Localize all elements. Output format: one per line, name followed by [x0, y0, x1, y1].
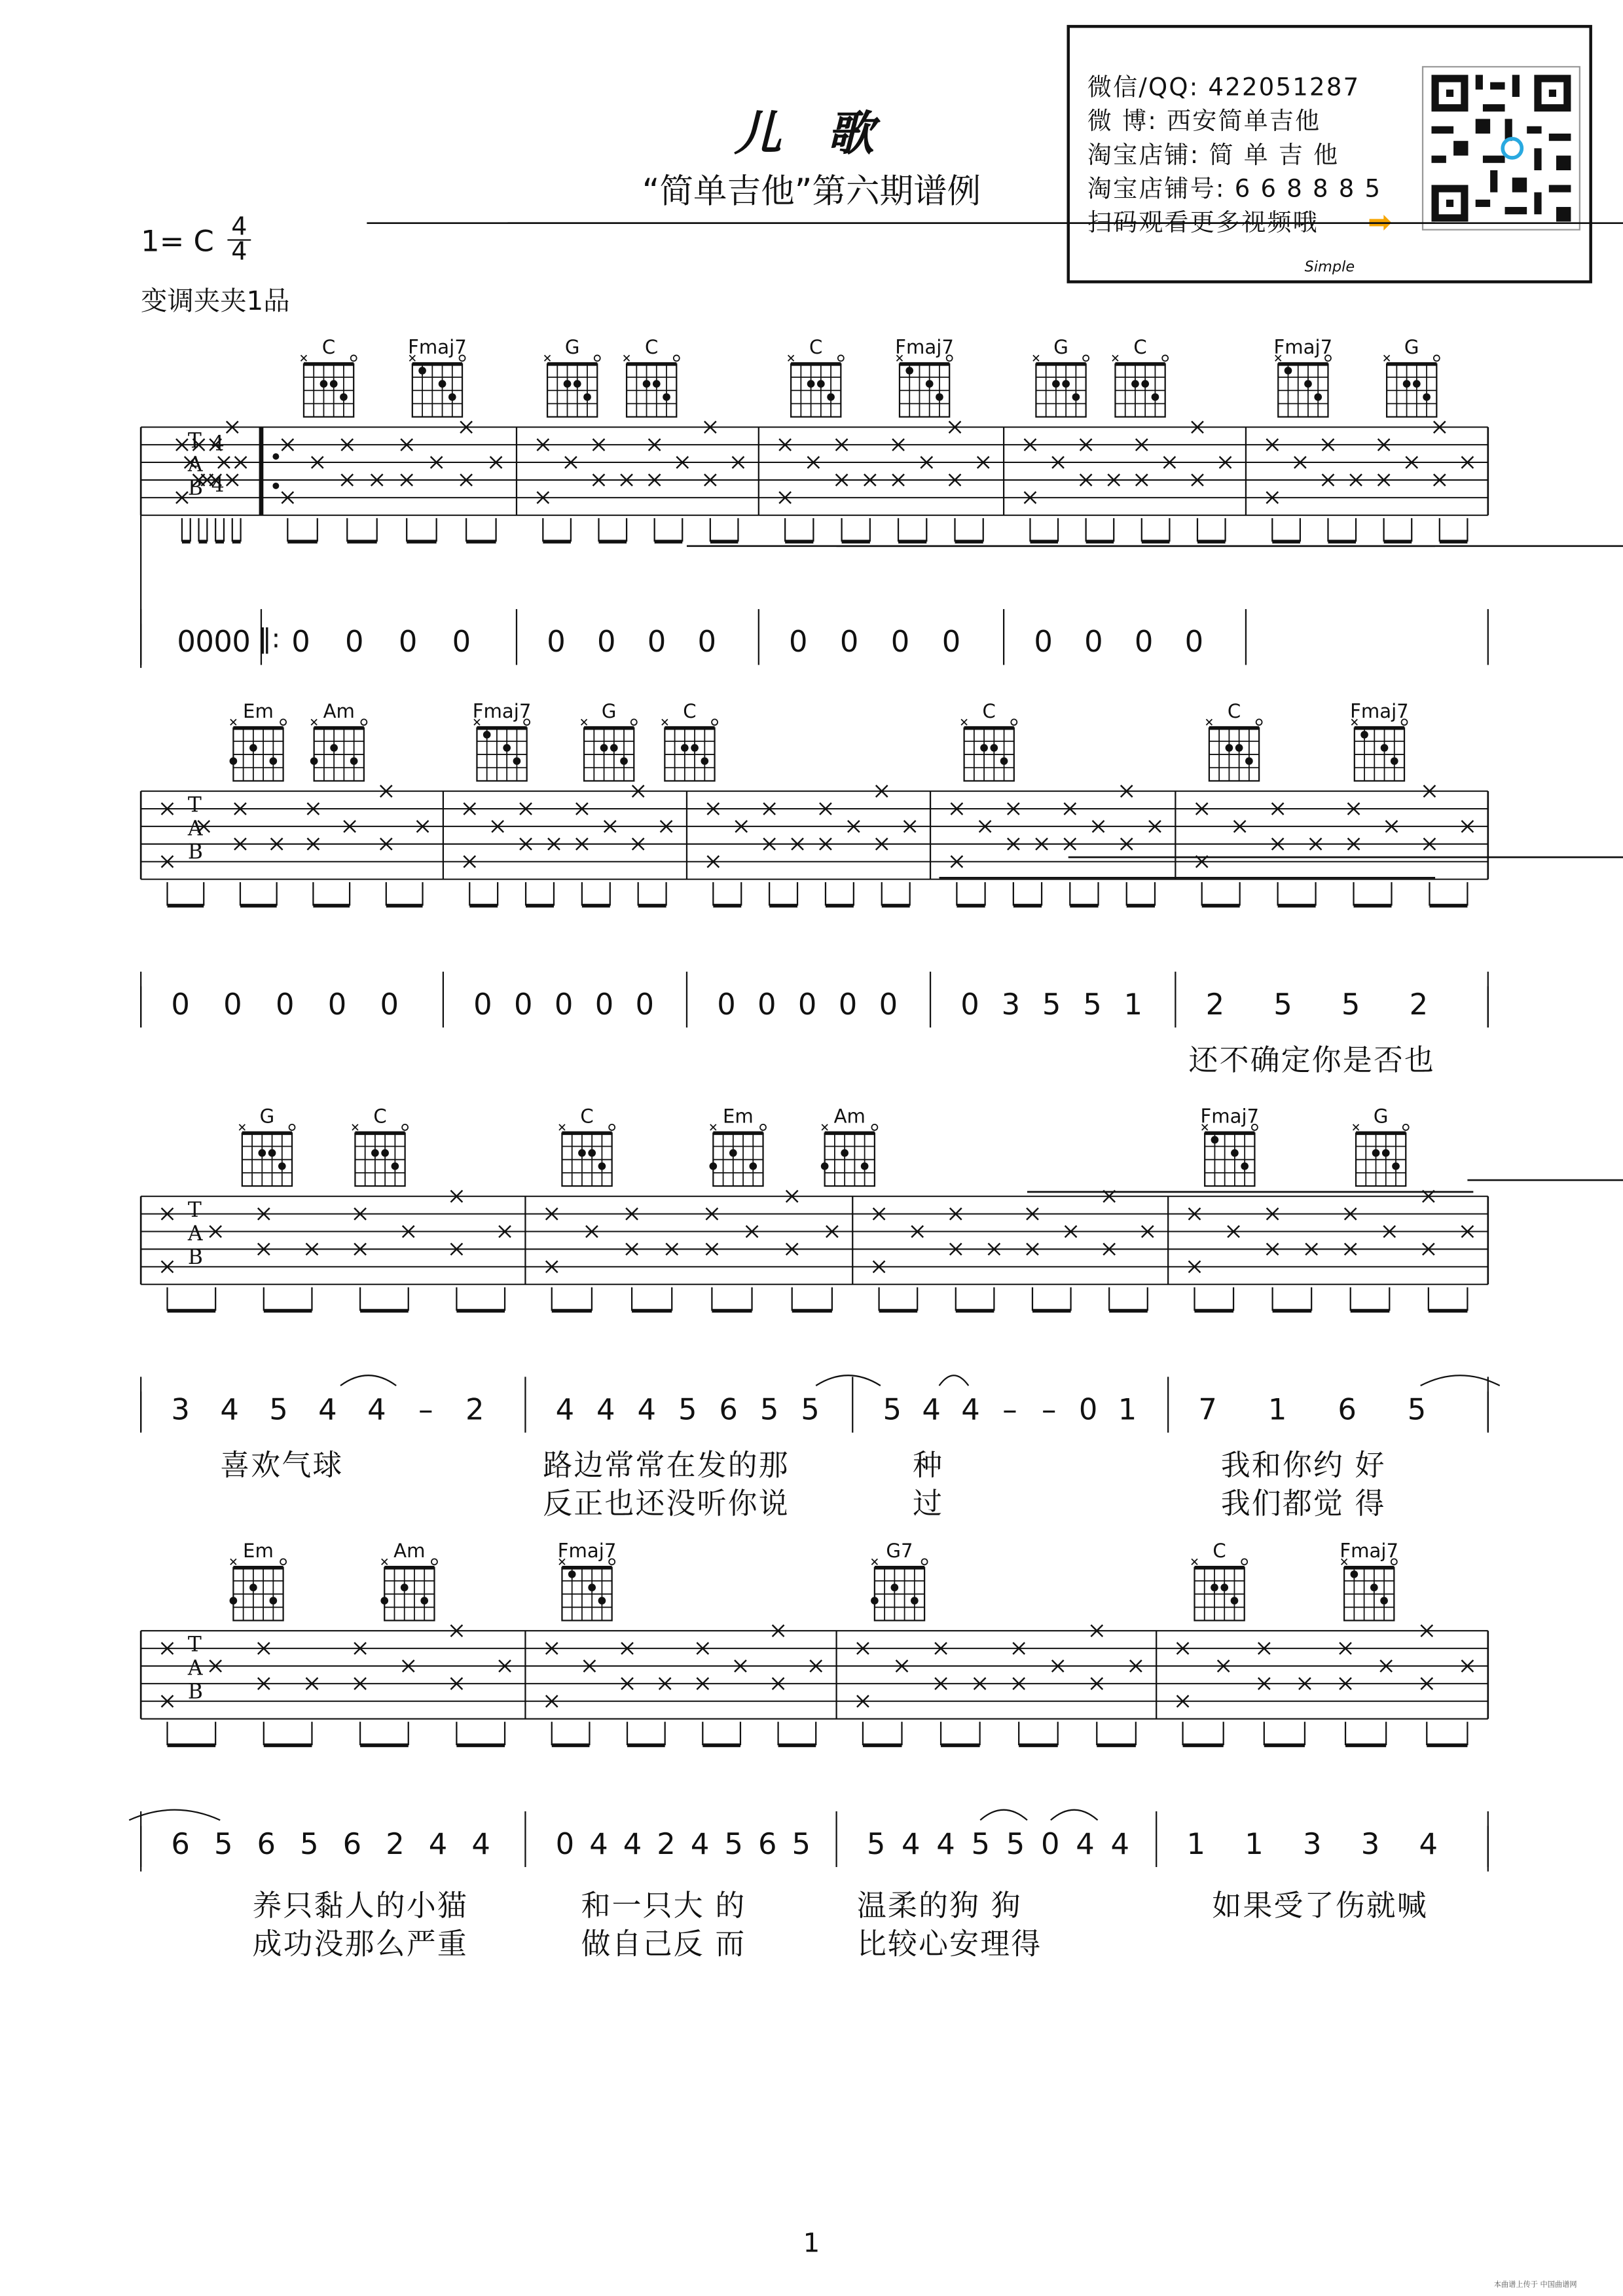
jianpu-note: 5	[724, 1826, 743, 1862]
chord-name: G7	[886, 1541, 913, 1564]
chord-name: Em	[243, 1541, 274, 1564]
chord-dot	[861, 1162, 869, 1170]
jianpu-note: 0	[1040, 1826, 1060, 1862]
key-signature: 1= C	[141, 223, 214, 259]
chord-dot	[278, 1162, 286, 1170]
weibo-line: 微 博: 西安简单吉他	[1087, 107, 1321, 136]
chord-name: Fmaj7	[472, 701, 532, 724]
jianpu-note: 4	[690, 1826, 710, 1862]
chord-dot	[821, 1162, 829, 1170]
jianpu-note: 0	[473, 986, 492, 1022]
jianpu-note: 2	[386, 1826, 405, 1862]
chord-name: Fmaj7	[557, 1541, 617, 1564]
song-subtitle: “简单吉他”第六期谱例	[642, 173, 981, 212]
chord-dot	[1235, 744, 1243, 752]
chord-dot	[691, 744, 699, 752]
time-sig-bottom: 4	[227, 239, 251, 264]
chord-dot	[381, 1149, 389, 1157]
slur-arc	[980, 1810, 1027, 1821]
chord-dot	[249, 744, 257, 752]
jianpu-note: 0	[1084, 623, 1103, 659]
chord-dot	[588, 1149, 596, 1157]
right-arrow-icon: ➡	[1367, 204, 1393, 240]
chord-dot	[1141, 380, 1149, 388]
chord-dot	[249, 1583, 257, 1591]
jianpu-note: 2	[1409, 986, 1429, 1022]
chord-name: Am	[323, 701, 355, 724]
jianpu-note: 4	[1419, 1826, 1438, 1862]
chord-dot	[1241, 1162, 1249, 1170]
jianpu-note: 0	[275, 986, 295, 1022]
chord-dot	[340, 393, 348, 401]
jianpu-note: 5	[883, 1391, 902, 1427]
chord-dot	[503, 744, 511, 752]
jianpu-note: –	[1042, 1391, 1057, 1427]
chord-dot	[709, 1162, 717, 1170]
lyric-line: 温柔的狗 狗	[856, 1887, 1022, 1923]
chord-dot	[1423, 393, 1431, 401]
tab-clef-letter: T	[187, 794, 202, 818]
jianpu-note: 4	[367, 1391, 386, 1427]
jianpu-note: 4	[637, 1391, 657, 1427]
jianpu-note: 0	[232, 623, 251, 659]
chord-dot	[1370, 1583, 1378, 1591]
jianpu-note: 5	[1042, 986, 1061, 1022]
jianpu-note: 5	[971, 1826, 991, 1862]
chord-name: G	[1053, 337, 1068, 360]
tab-clef-letter: A	[187, 453, 203, 477]
chord-dot	[598, 1162, 606, 1170]
jianpu-note: 0	[380, 986, 399, 1022]
chord-dot	[371, 1149, 379, 1157]
chord-name: C	[373, 1107, 387, 1129]
lyric-line: 和一只大 的	[581, 1887, 746, 1923]
jianpu-note: 0	[195, 623, 214, 659]
chord-dot	[653, 380, 661, 388]
jianpu-note: 4	[902, 1826, 921, 1862]
jianpu-note: 1	[1118, 1391, 1137, 1427]
chord-dot	[230, 757, 238, 765]
jianpu-note: 1	[1267, 1391, 1287, 1427]
chord-dot	[320, 380, 328, 388]
chord-dot	[926, 380, 934, 388]
lyric-line: 做自己反 而	[581, 1925, 746, 1961]
chord-dot	[230, 1597, 238, 1604]
chord-dot	[568, 1570, 576, 1578]
chord-dot	[610, 744, 618, 752]
jianpu-note: 5	[1006, 1826, 1025, 1862]
chord-dot	[420, 1597, 428, 1604]
tab-clef-letter: B	[187, 1246, 203, 1270]
chord-dot	[1226, 744, 1233, 752]
jianpu-note: 0	[327, 986, 347, 1022]
lyric-line: 我和你约 好	[1220, 1447, 1386, 1483]
jianpu-note: 6	[342, 1826, 362, 1862]
chord-dot	[1392, 1162, 1400, 1170]
jianpu-note: 0	[398, 623, 418, 659]
song-title: 儿 歌	[734, 105, 889, 162]
jianpu-note: 0	[555, 1826, 575, 1862]
slur-arc	[129, 1810, 220, 1821]
chord-dot	[1131, 380, 1139, 388]
jianpu-note: 0	[890, 623, 910, 659]
jianpu-note: 4	[318, 1391, 337, 1427]
chord-dot	[1220, 1583, 1228, 1591]
chord-dot	[1391, 757, 1398, 765]
chord-dot	[936, 393, 943, 401]
chord-dot	[600, 744, 608, 752]
tab-clef-letter: A	[187, 1657, 203, 1681]
chord-dot	[1380, 1597, 1388, 1604]
jianpu-note: 5	[678, 1391, 697, 1427]
chord-dot	[578, 1149, 586, 1157]
jianpu-note: 0	[1134, 623, 1154, 659]
jianpu-note: 2	[465, 1391, 484, 1427]
chord-dot	[817, 380, 825, 388]
chord-dot	[1000, 757, 1008, 765]
chord-dot	[483, 731, 491, 739]
lyric-line: 路边常常在发的那	[543, 1447, 790, 1483]
chord-name: Em	[243, 701, 274, 724]
jianpu-note: 5	[269, 1391, 288, 1427]
chord-name: Am	[393, 1541, 426, 1564]
chord-dot	[729, 1149, 737, 1157]
chord-dot	[1382, 1149, 1390, 1157]
jianpu-note: 0	[1184, 623, 1204, 659]
lyric-line: 过	[913, 1485, 944, 1521]
tab-clef-letter: T	[187, 1199, 202, 1223]
jianpu-note: 0	[554, 986, 574, 1022]
chord-dot	[270, 1597, 278, 1604]
jianpu-note: 2	[1205, 986, 1225, 1022]
jianpu-note: 0	[213, 623, 232, 659]
chord-name: Am	[833, 1107, 866, 1129]
tab-clef-letter: B	[187, 841, 203, 865]
chord-name: Fmaj7	[1340, 1541, 1399, 1564]
jianpu-note: 5	[1083, 986, 1102, 1022]
jianpu-note: 6	[171, 1826, 190, 1862]
jianpu-note: 3	[1360, 1826, 1380, 1862]
jianpu-note: –	[418, 1391, 433, 1427]
chord-dot	[681, 744, 689, 752]
chord-dot	[1285, 367, 1292, 375]
chord-dot	[749, 1162, 757, 1170]
jianpu-note: 4	[936, 1826, 955, 1862]
chord-name: Fmaj7	[1200, 1107, 1260, 1129]
tab-clef-letter: B	[187, 1680, 203, 1705]
jianpu-note: 4	[428, 1826, 448, 1862]
chord-dot	[330, 744, 338, 752]
jianpu-note: 0	[1078, 1391, 1098, 1427]
chord-dot	[643, 380, 651, 388]
jianpu-note: 1	[1186, 1826, 1205, 1862]
chord-name: G	[1373, 1107, 1389, 1129]
jianpu-note: 4	[922, 1391, 941, 1427]
jianpu-note: 1	[1245, 1826, 1264, 1862]
chord-dot	[598, 1597, 606, 1604]
chord-name: Fmaj7	[895, 337, 954, 360]
chord-dot	[1314, 393, 1322, 401]
jianpu-note: 0	[838, 986, 858, 1022]
jianpu-note: 0	[697, 623, 717, 659]
chord-name: G	[564, 337, 580, 360]
lyric-line: 反正也还没听你说	[543, 1485, 790, 1521]
jianpu-note: 6	[719, 1391, 738, 1427]
jianpu-note: 0	[1034, 623, 1053, 659]
chord-dot	[392, 1162, 399, 1170]
chord-name: C	[580, 1107, 594, 1129]
chord-dot	[448, 393, 456, 401]
chord-dot	[620, 757, 628, 765]
chord-dot	[701, 757, 708, 765]
tab-clef-letter: T	[187, 430, 202, 454]
chord-name: Fmaj7	[1350, 701, 1409, 724]
lyric-line: 成功没那么严重	[252, 1925, 469, 1961]
chord-name: Em	[722, 1107, 754, 1129]
jianpu-note: 0	[291, 623, 310, 659]
jianpu-note: 5	[1407, 1391, 1427, 1427]
slur-arc	[939, 1375, 968, 1386]
jianpu-note: 0	[635, 986, 655, 1022]
jianpu-note: 0	[223, 986, 242, 1022]
tab-time-sig-top: 4	[211, 433, 225, 457]
chord-name: G	[601, 701, 617, 724]
chord-dot	[439, 380, 447, 388]
jianpu-note: 4	[589, 1826, 608, 1862]
jianpu-note: 0	[513, 986, 533, 1022]
time-sig-top: 4	[231, 213, 247, 242]
chord-name: G	[259, 1107, 275, 1129]
chord-name: C	[1213, 1541, 1226, 1564]
chord-name: C	[1133, 337, 1147, 360]
tab-time-sig-bottom: 4	[211, 473, 225, 498]
chord-dot	[1403, 380, 1411, 388]
chord-dot	[871, 1597, 879, 1604]
chord-dot	[583, 393, 591, 401]
jianpu-note: 4	[961, 1391, 980, 1427]
chord-dot	[1211, 1136, 1219, 1144]
lyric-line: 养只黏人的小猫	[252, 1887, 469, 1923]
chord-dot	[330, 380, 338, 388]
chord-dot	[1245, 757, 1253, 765]
chord-name: G	[1404, 337, 1419, 360]
slur-arc	[816, 1375, 881, 1386]
page-number: 1	[803, 2228, 820, 2259]
jianpu-note: 4	[1110, 1826, 1130, 1862]
chord-dot	[1211, 1583, 1218, 1591]
jianpu-note: 0	[547, 623, 566, 659]
chord-dot	[1152, 393, 1159, 401]
jianpu-note: 0	[941, 623, 961, 659]
jianpu-note: 0	[647, 623, 666, 659]
chord-dot	[841, 1149, 848, 1157]
chord-dot	[1231, 1149, 1239, 1157]
chord-name: C	[644, 337, 659, 360]
jianpu-note: 6	[1338, 1391, 1357, 1427]
chord-name: C	[1227, 701, 1241, 724]
chord-name: C	[321, 337, 336, 360]
repeat-start-sign: ‖:	[258, 623, 281, 655]
jianpu-note: 0	[879, 986, 898, 1022]
chord-dot	[401, 1583, 409, 1591]
jianpu-note: 6	[757, 1826, 777, 1862]
scan-text-line: 扫码观看更多视频哦	[1087, 208, 1319, 236]
repeat-dot	[272, 453, 279, 460]
chord-dot	[1052, 380, 1060, 388]
jianpu-note: 4	[220, 1391, 239, 1427]
jianpu-note: 0	[171, 986, 190, 1022]
chord-dot	[1351, 1570, 1359, 1578]
chord-name: C	[982, 701, 996, 724]
chord-dot	[990, 744, 998, 752]
chord-name: Fmaj7	[1273, 337, 1333, 360]
jianpu-note: 4	[1076, 1826, 1095, 1862]
jianpu-note: 4	[555, 1391, 575, 1427]
jianpu-note: 3	[1001, 986, 1021, 1022]
jianpu-note: 0	[596, 623, 616, 659]
jianpu-note: 5	[213, 1826, 233, 1862]
chord-dot	[1381, 744, 1389, 752]
slur-arc	[340, 1375, 396, 1386]
chord-dot	[380, 1597, 388, 1604]
chord-dot	[418, 367, 426, 375]
jianpu-note: 5	[300, 1826, 319, 1862]
jianpu-note: 5	[792, 1826, 811, 1862]
lyric-line: 我们都觉 得	[1220, 1485, 1386, 1521]
jianpu-note: 0	[960, 986, 979, 1022]
lyric-line: 如果受了伤就喊	[1212, 1887, 1428, 1923]
jianpu-note: 0	[452, 623, 471, 659]
jianpu-note: 3	[171, 1391, 190, 1427]
simple-brand-logo: Simple	[1304, 259, 1355, 276]
chord-dot	[574, 380, 581, 388]
tab-clef-letter: A	[187, 1223, 203, 1246]
lyric-line: 种	[913, 1447, 944, 1483]
capo-note: 变调夹夹1品	[141, 286, 290, 318]
taobao-shop-line: 淘宝店铺: 简 单 吉 他	[1087, 141, 1340, 169]
lyric-line: 还不确定你是否也	[1188, 1042, 1436, 1078]
jianpu-note: 0	[345, 623, 364, 659]
wechat-qq-line: 微信/QQ: 422051287	[1087, 73, 1360, 102]
chord-dot	[1413, 380, 1421, 388]
jianpu-note: 2	[657, 1826, 676, 1862]
chord-dot	[1072, 393, 1080, 401]
jianpu-note: 7	[1198, 1391, 1217, 1427]
chord-dot	[807, 380, 815, 388]
jianpu-note: –	[1002, 1391, 1017, 1427]
jianpu-note: 5	[1341, 986, 1360, 1022]
chord-name: C	[683, 701, 697, 724]
jianpu-note: 0	[757, 986, 776, 1022]
taobao-id-line: 淘宝店铺号: 6 6 8 8 8 5	[1087, 174, 1382, 203]
slur-arc	[1051, 1810, 1098, 1821]
chord-dot	[513, 757, 521, 765]
jianpu-note: 5	[759, 1391, 779, 1427]
jianpu-note: 5	[866, 1826, 886, 1862]
chord-dot	[310, 757, 318, 765]
jianpu-note: 6	[257, 1826, 276, 1862]
chord-dot	[911, 1597, 919, 1604]
jianpu-note: 0	[797, 986, 817, 1022]
chord-dot	[1360, 731, 1368, 739]
tab-clef-letter: T	[187, 1633, 202, 1657]
jianpu-note: 0	[789, 623, 808, 659]
chord-name: Fmaj7	[408, 337, 467, 360]
chord-dot	[827, 393, 835, 401]
jianpu-note: 4	[596, 1391, 615, 1427]
chord-dot	[564, 380, 572, 388]
chord-dot	[270, 757, 278, 765]
jianpu-note: 5	[1273, 986, 1292, 1022]
jianpu-note: 3	[1302, 1826, 1322, 1862]
tab-clef-letter: B	[187, 477, 203, 501]
chord-dot	[1372, 1149, 1380, 1157]
chord-dot	[350, 757, 358, 765]
chord-dot	[980, 744, 988, 752]
footer-credit: 本曲谱上传于 中国曲谱网	[1493, 2281, 1577, 2290]
chord-dot	[268, 1149, 276, 1157]
tab-clef-letter: A	[187, 817, 203, 842]
chord-dot	[1231, 1597, 1239, 1604]
chord-dot	[1304, 380, 1312, 388]
chord-dot	[663, 393, 670, 401]
jianpu-note: 0	[177, 623, 196, 659]
chord-dot	[258, 1149, 266, 1157]
repeat-dot	[272, 483, 279, 489]
jianpu-note: 1	[1123, 986, 1143, 1022]
jianpu-note: 4	[471, 1826, 490, 1862]
chord-dot	[891, 1583, 899, 1591]
lyric-line: 比较心安理得	[856, 1925, 1042, 1961]
jianpu-note: 5	[801, 1391, 820, 1427]
jianpu-note: 4	[623, 1826, 642, 1862]
chord-dot	[588, 1583, 596, 1591]
jianpu-note: 0	[717, 986, 736, 1022]
jianpu-note: 0	[839, 623, 859, 659]
lyric-line: 喜欢气球	[220, 1447, 344, 1483]
chord-dot	[1062, 380, 1070, 388]
jianpu-note: 0	[594, 986, 614, 1022]
chord-dot	[905, 367, 913, 375]
chord-name: C	[809, 337, 823, 360]
